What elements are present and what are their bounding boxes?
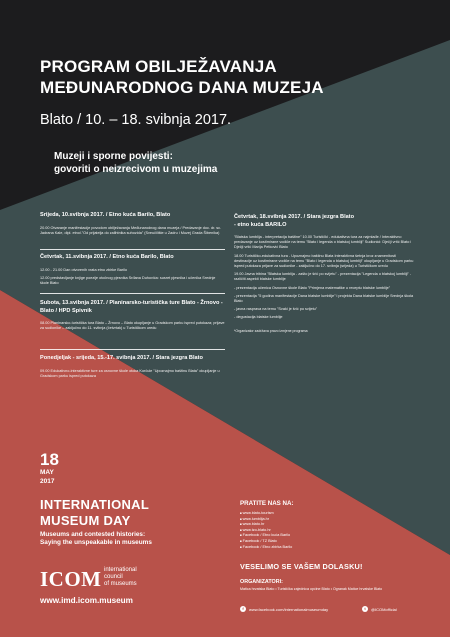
icom-logo: ICOM [40, 567, 102, 591]
website-link[interactable]: www.imd.icom.museum [40, 596, 133, 605]
program-entry: "Blatska lumblija - interpretacija baštine" 10.00 Turistički - edukativna tura za najmlađe / Interaktivno predavanje uz kostimirane vodiče na temu "Blato i legenda o blatskoj lumbliji" Sudionici: Dječji vrtić Blato i Dječji vrtić Marija Petković Blato [234, 235, 412, 250]
event-day: 18 [40, 450, 59, 469]
program-day-title: Subota, 13.svibnja 2017. / Planinarsko-turistička ture Blato - Žrnovo - Blato / HPD Spivnik [40, 300, 223, 314]
program-day-body [234, 235, 414, 321]
follow-link[interactable]: ■ Facebook / Etno zbirka Barilo [240, 545, 292, 551]
follow-link[interactable]: ■ Facebook / Etno kuća Barilo [240, 533, 292, 539]
theme-line-2: govoriti o neizrecivom u muzejima [54, 164, 218, 175]
museum-day-title [40, 497, 240, 529]
museum-day-title-line-1: INTERNATIONAL [40, 497, 150, 512]
program-entry: - prezentacija učenica Osnovne škole Blato "Primjena matematike u receptu blatske lumblije" [234, 285, 391, 290]
program-entry: 09.00 Edukativno-interaktivne ture za osnovne škole otoka Korčule "Upoznajmo baštinu Blata" okupljanje u Gradskom parku ispred putokaza [40, 368, 220, 378]
follow-title: PRATITE NAS NA: [240, 500, 294, 507]
program-entry: - prezentacija "5 godina manifestacije Dana blatske lumblije" i projekta Dana blatske lumblije Srednja škola Blato [234, 293, 414, 304]
title-line-1: PROGRAM OBILJEŽAVANJA [40, 57, 277, 76]
icom-desc-line-1: international [104, 567, 137, 573]
museum-day-subtitle-line-2: Saying the unspeakable in museums [40, 539, 152, 546]
program-day-title-line-2: - etno kuća BARILO [234, 221, 287, 228]
divider [40, 349, 225, 350]
twitter-icon: t [362, 606, 368, 612]
visit-message: VESELIMO SE VAŠEM DOLASKU! [240, 562, 363, 571]
follow-link[interactable]: ■ www.lumblija.hr [240, 517, 292, 523]
twitter-link[interactable] [362, 606, 397, 612]
program-entry: 12.00 predstavljanje knjige poezije otočnog pjesnika Srđana Duhovića: susret pjesnika i učenika Srednje škole Blato [40, 275, 216, 285]
facebook-url: www.facebook.com/internationalmuseumday [249, 606, 329, 612]
museum-day-title-line-2: MUSEUM DAY [40, 513, 131, 528]
icom-description [104, 567, 174, 588]
program-day-body [40, 321, 225, 331]
program-day-monday-wednesday [40, 355, 225, 382]
museum-day-subtitle [40, 531, 210, 547]
follow-link[interactable]: ■ www.blato.hr [240, 522, 292, 528]
program-footnote: *Organizator zadržava pravo izmjene programa [234, 328, 308, 333]
event-dates: Blato / 10. – 18. svibnja 2017. [40, 112, 232, 128]
event-month: MAY [40, 469, 54, 476]
follow-link[interactable]: ■ www.tzo-blato.hr [240, 528, 292, 534]
program-entry: - javna rasprava na temu "Svaki je šrić po svijetu" [234, 307, 318, 312]
program-day-title: Srijeda, 10.svibnja 2017. / Etno kuća Barilo, Blato [40, 212, 171, 218]
event-year: 2017 [40, 478, 55, 485]
twitter-handle: @ICOMofficial [371, 606, 397, 612]
theme-line-1: Muzeji i sporne povijesti: [54, 151, 173, 162]
program-day-body [40, 369, 225, 379]
program-entry: - degustacija blatske lumblije [234, 315, 283, 320]
follow-link[interactable]: ■ Facebook / TZ Blato [240, 539, 292, 545]
organizers-text: Matica hrvatska Blato • Turistička zajednica općine Blato • Ogranak Matice hrvatske Blato [240, 587, 383, 591]
icom-desc-line-2: council [104, 574, 123, 580]
page-title [40, 56, 420, 98]
program-day-saturday [40, 300, 225, 334]
program-entry: 12.00 - 21.00 Dan otvorenih vrata etno zbirke Barilo [40, 267, 127, 272]
program-entry: 19.00 Javna tribina "Blatska lumblija - zašto je šrić po svijetu" - prezentacija "Legenda o blatskoj lumbliji" - različiti aspekti blatske lumblije [234, 272, 412, 282]
program-day-title: Četvrtak, 11.svibnja 2017. / Etno kuća Barilo, Blato [40, 254, 174, 260]
icom-desc-line-3: of museums [104, 581, 137, 587]
program-entry: 20.00 Otvaranje manifestacije povodom obilježavanja Međunarodnog dana muzeja / Predavanje doc. dr. sc. Jadrana Kale, dipl. etnol."Od prijatelja do zalihtnika suhozida" (Sveučilište u Zadru i Muzej Grada Šibenika) [40, 225, 222, 235]
divider [40, 293, 225, 294]
program-entry: 08.00 Planinarsko-turistička tura Blato – Žrnovo – Blato okupljanje u Gradskom parku ispred putokaza; prijave za sudionike – zaključno do 11. svibnja (četvrtak) u Turističkom uredu [40, 321, 225, 331]
program-day-body [40, 226, 225, 236]
program-day-thursday [40, 254, 225, 289]
program-day-wednesday [40, 212, 225, 239]
theme-heading [54, 150, 384, 176]
facebook-icon: f [240, 606, 246, 612]
divider [40, 249, 225, 250]
program-day-title: Ponedjeljak - srijeda, 15.-17. svibnja 2017. / Stara jezgra Blato [40, 355, 203, 361]
follow-links [240, 511, 292, 550]
organizers-title: ORGANIZATORI: [240, 579, 283, 585]
facebook-link[interactable] [240, 606, 328, 612]
program-day-thursday-18 [234, 214, 414, 333]
museum-day-subtitle-line-1: Museums and contested histories: [40, 531, 146, 538]
program-day-title-line-1: Četvrtak, 18.svibnja 2017. / Stara jezgra Blato [234, 214, 355, 220]
program-entry: 18.00 Turističko-edukativna tura - Upoznajmo baštinu Blata Interaktivna šetnja kroz znamenitosti destinacije uz kostimirane vodiče na temu "Blato i legenda o blatskoj lumbliji" okupljanje u Gradskom parku ispred putokaza prijave za sudionike - zaključno do 17. svibnja (srijeda) u Turističkom uredu [234, 253, 414, 269]
title-line-2: MEĐUNARODNOG DANA MUZEJA [40, 78, 324, 97]
follow-link[interactable]: ■ www.blato-tourism [240, 511, 292, 517]
program-day-body [40, 268, 225, 287]
